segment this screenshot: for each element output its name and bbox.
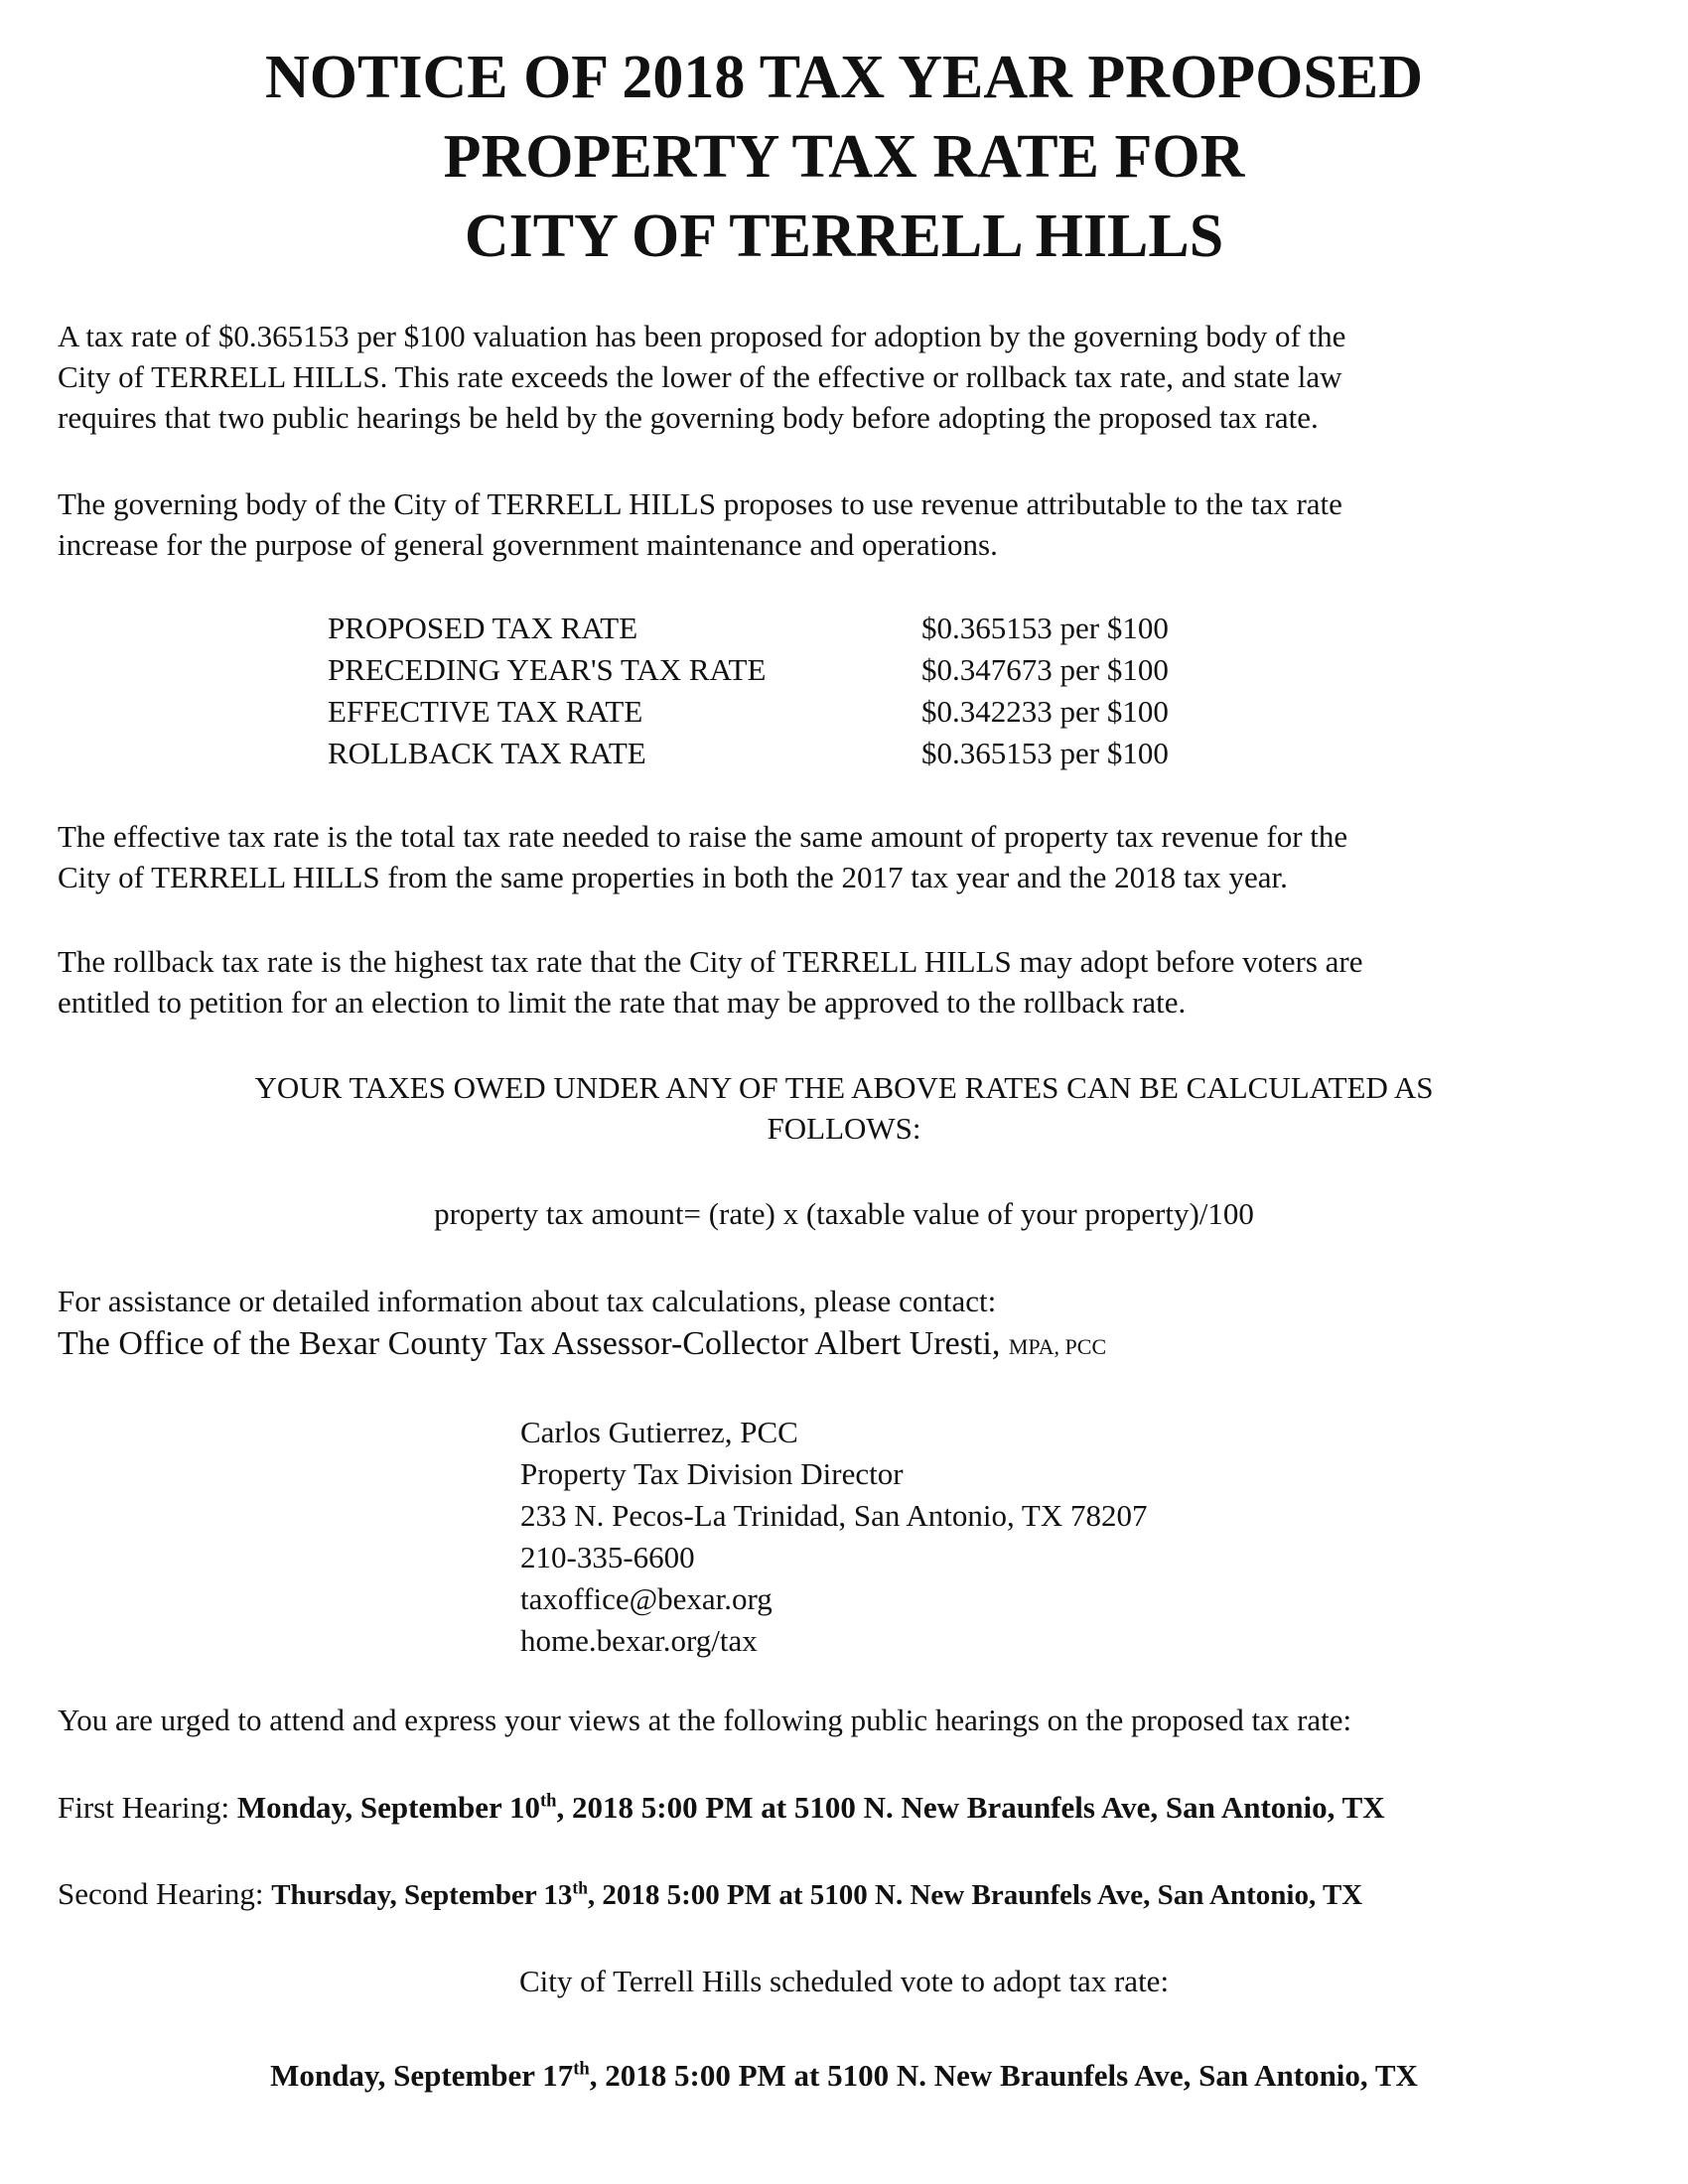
rate-label: PRECEDING YEAR'S TAX RATE [328, 652, 767, 687]
second-hearing-details: , 2018 5:00 PM at 5100 N. New Braunfels Ave, San Antonio, TX [587, 1879, 1363, 1911]
calc-heading-line-1: YOUR TAXES OWED UNDER ANY OF THE ABOVE RATES CAN BE CALCULATED AS [254, 1070, 1434, 1105]
second-hearing [58, 1873, 1362, 1916]
intro-line-1: A tax rate of $0.365153 per $100 valuation has been proposed for adoption by the governing body of the [58, 319, 1346, 353]
rate-label: PROPOSED TAX RATE [328, 611, 638, 645]
purpose-line-2: increase for the purpose of general government maintenance and operations. [58, 527, 998, 562]
second-hearing-date: Thursday, September 13 [271, 1879, 573, 1911]
vote-date: Monday, September 17 [270, 2058, 574, 2093]
rate-value: $0.342233 per $100 [921, 694, 1169, 729]
contact-email[interactable]: taxoffice@bexar.org [520, 1581, 773, 1616]
title-line-2: PROPERTY TAX RATE FOR [443, 123, 1245, 191]
notice-title [0, 38, 1688, 276]
rate-value: $0.365153 per $100 [921, 736, 1169, 770]
calc-heading-line-2: FOLLOWS: [767, 1111, 921, 1146]
contact-block [520, 1412, 1148, 1662]
first-hearing-label: First Hearing: [58, 1790, 230, 1825]
vote-intro [0, 1961, 1688, 2001]
urge-line: You are urged to attend and express your views at the following public hearings on the proposed tax rate: [58, 1703, 1352, 1737]
vote-date-line [0, 2055, 1688, 2096]
rollback-def-line-1: The rollback tax rate is the highest tax rate that the City of TERRELL HILLS may adopt before voters are [58, 944, 1363, 979]
first-hearing [58, 1787, 1385, 1828]
vote-date-suffix: th [573, 2058, 590, 2080]
first-hearing-date: Monday, September 10 [236, 1790, 540, 1825]
second-hearing-date-suffix: th [572, 1877, 588, 1898]
purpose-line-1: The governing body of the City of TERRELL HILLS proposes to use revenue attributable to the tax rate [58, 486, 1342, 521]
intro-line-3: requires that two public hearings be held by the governing body before adopting the proposed tax rate. [58, 400, 1319, 435]
title-line-3: CITY OF TERRELL HILLS [464, 203, 1224, 270]
intro-paragraph [58, 316, 1646, 438]
contact-phone: 210-335-6600 [520, 1540, 695, 1574]
intro-line-2: City of TERRELL HILLS. This rate exceeds the lower of the effective or rollback tax rate, and state law [58, 359, 1342, 394]
hearing-invitation [58, 1700, 1646, 1740]
assistance-text [58, 1281, 1646, 1321]
rate-value: $0.365153 per $100 [921, 611, 1169, 645]
office-name: The Office of the Bexar County Tax Assessor-Collector Albert Uresti, [58, 1325, 1001, 1362]
office-credentials: MPA, PCC [1008, 1334, 1107, 1359]
second-hearing-label: Second Hearing: [58, 1876, 264, 1911]
contact-website[interactable]: home.bexar.org/tax [520, 1623, 758, 1658]
calculation-heading [0, 1067, 1688, 1149]
contact-title: Property Tax Division Director [520, 1456, 904, 1491]
rollback-rate-definition [58, 941, 1646, 1023]
tax-office-name [58, 1323, 1106, 1368]
effective-def-line-2: City of TERRELL HILLS from the same properties in both the 2017 tax year and the 2018 tax year. [58, 860, 1288, 894]
vote-details: , 2018 5:00 PM at 5100 N. New Braunfels Ave, San Antonio, TX [589, 2058, 1418, 2093]
rate-label: ROLLBACK TAX RATE [328, 736, 646, 770]
contact-name: Carlos Gutierrez, PCC [520, 1415, 798, 1449]
purpose-paragraph [58, 483, 1646, 565]
effective-def-line-1: The effective tax rate is the total tax rate needed to raise the same amount of property tax revenue for the [58, 819, 1348, 854]
formula-text: property tax amount= (rate) x (taxable value of your property)/100 [434, 1196, 1254, 1231]
first-hearing-date-suffix: th [539, 1790, 557, 1812]
contact-address: 233 N. Pecos-La Trinidad, San Antonio, TX 78207 [520, 1498, 1148, 1533]
assistance-line: For assistance or detailed information about tax calculations, please contact: [58, 1284, 997, 1318]
tax-formula [0, 1193, 1688, 1234]
first-hearing-details: , 2018 5:00 PM at 5100 N. New Braunfels Ave, San Antonio, TX [556, 1790, 1385, 1825]
vote-intro-line: City of Terrell Hills scheduled vote to adopt tax rate: [518, 1964, 1170, 1998]
rate-label: EFFECTIVE TAX RATE [328, 694, 643, 729]
rate-value: $0.347673 per $100 [921, 652, 1169, 687]
effective-rate-definition [58, 816, 1646, 897]
title-line-1: NOTICE OF 2018 TAX YEAR PROPOSED [264, 44, 1424, 111]
rollback-def-line-2: entitled to petition for an election to limit the rate that may be approved to the rollback rate. [58, 985, 1187, 1020]
